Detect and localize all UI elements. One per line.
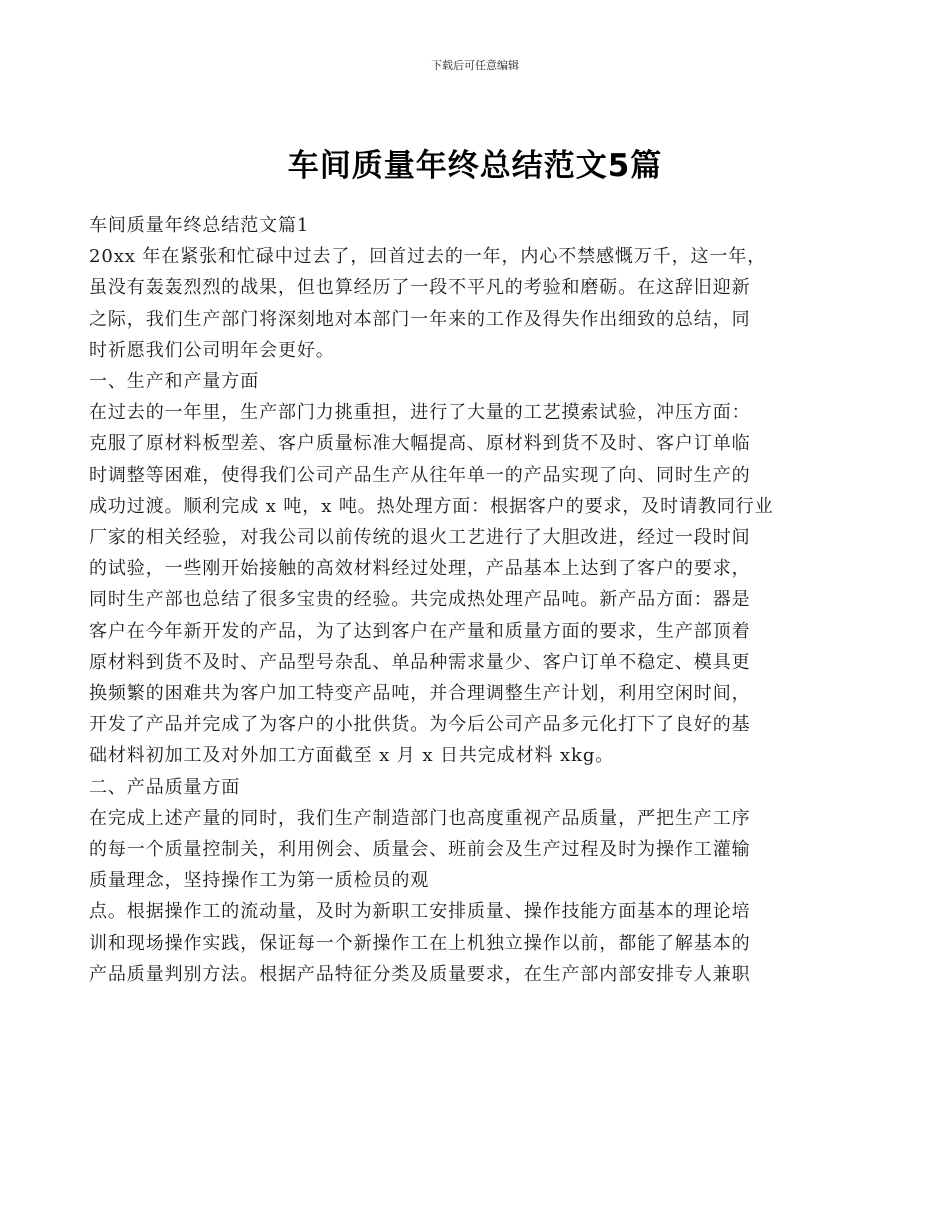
text-line: 厂家的相关经验，对我公司以前传统的退火工艺进行了大胆改进，经过一段时间 (89, 527, 751, 549)
text-line: 时祈愿我们公司明年会更好。 (89, 339, 335, 361)
text-line: 克服了原材料板型差、客户质量标准大幅提高、原材料到货不及时、客户订单临 (89, 433, 751, 455)
heading-quality: 二、产品质量方面 (89, 776, 241, 798)
text-line: 在过去的一年里，生产部门力挑重担，进行了大量的工艺摸索试验，冲压方面： (89, 402, 751, 424)
text-line: 客户在今年新开发的产品，为了达到客户在产量和质量方面的要求，生产部顶着 (89, 620, 751, 642)
text-line: 时调整等困难，使得我们公司产品生产从往年单一的产品实现了向、同时生产的 (89, 464, 751, 486)
text-line: 产品质量判别方法。根据产品特征分类及质量要求，在生产部内部安排专人兼职 (89, 963, 751, 985)
document-body (89, 210, 859, 990)
text-line: 质量理念，坚持操作工为第一质检员的观 (89, 870, 430, 892)
text-line: 之际，我们生产部门将深刻地对本部门一年来的工作及得失作出细致的总结，同 (89, 308, 751, 330)
document-title: 车间质量年终总结范文5篇 (287, 148, 663, 184)
text-line: 虽没有轰轰烈烈的战果，但也算经历了一段不平凡的考验和磨砺。在这辞旧迎新 (89, 277, 751, 299)
header-note: 下载后可任意编辑 (431, 59, 519, 72)
paragraph-training (89, 896, 859, 990)
text-line: 的试验，一些刚开始接触的高效材料经过处理，产品基本上达到了客户的要求， (89, 558, 751, 580)
text-line: 同时生产部也总结了很多宝贵的经验。共完成热处理产品吨。新产品方面：器是 (89, 589, 751, 611)
text-line: 训和现场操作实践，保证每一个新操作工在上机独立操作以前，都能了解基本的 (89, 932, 751, 954)
heading-production: 一、生产和产量方面 (89, 371, 260, 393)
paragraph-production (89, 397, 859, 771)
text-line: 换频繁的困难共为客户加工特变产品吨，并合理调整生产计划，利用空闲时间， (89, 683, 751, 705)
text-line: 础材料初加工及对外加工方面截至 x 月 x 日共完成材料 xkg。 (89, 745, 615, 767)
text-line: 在完成上述产量的同时，我们生产制造部门也高度重视产品质量，严把生产工序 (89, 807, 751, 829)
paragraph-intro (89, 241, 859, 366)
text-line: 原材料到货不及时、产品型号杂乱、单品种需求量少、客户订单不稳定、模具更 (89, 651, 751, 673)
text-line: 的每一个质量控制关，利用例会、质量会、班前会及生产过程及时为操作工灌输 (89, 839, 751, 861)
text-line: 成功过渡。顺利完成 x 吨，x 吨。热处理方面：根据客户的要求，及时请教同行业 (89, 495, 774, 517)
text-line: 点。根据操作工的流动量，及时为新职工安排质量、操作技能方面基本的理论培 (89, 901, 751, 923)
text-line: 20xx 年在紧张和忙碌中过去了，回首过去的一年，内心不禁感慨万千，这一年， (89, 246, 767, 268)
text-line: 开发了产品并完成了为客户的小批供货。为今后公司产品多元化打下了良好的基 (89, 714, 751, 736)
section-subtitle: 车间质量年终总结范文篇1 (89, 215, 310, 236)
paragraph-quality (89, 803, 859, 897)
